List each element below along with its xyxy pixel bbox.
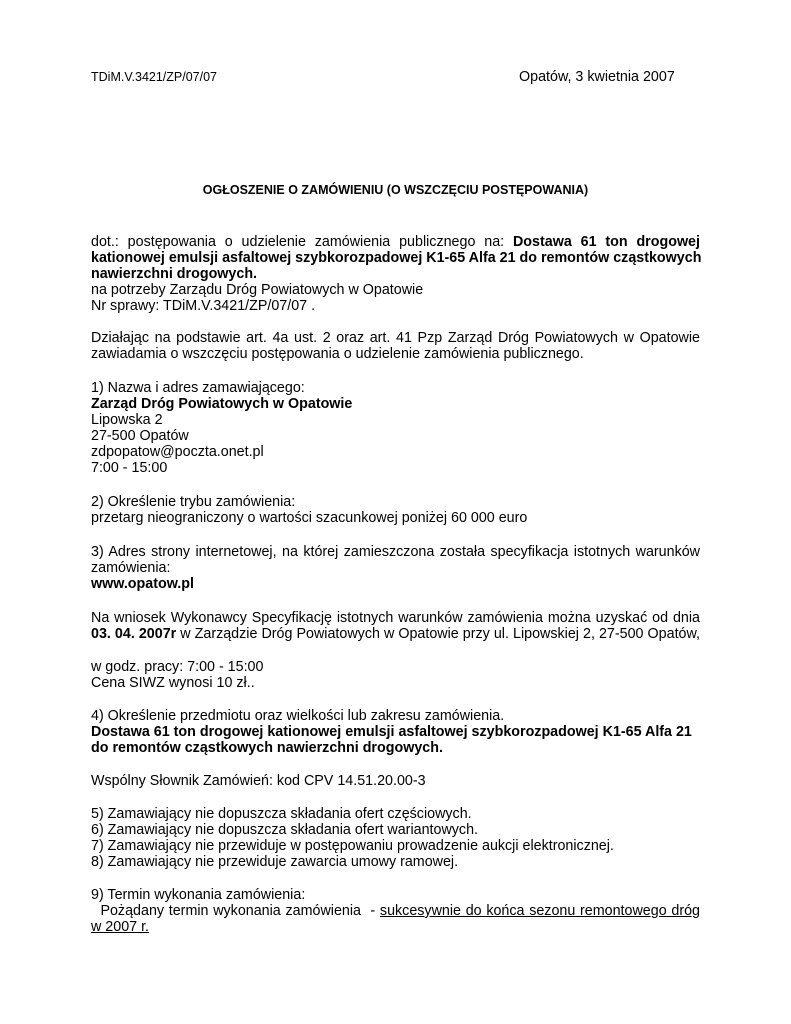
section-4-heading: 4) Określenie przedmiotu oraz wielkości lub zakresu zamówienia. [91, 708, 505, 724]
intro-line-1 [91, 234, 700, 250]
section-1-heading: 1) Nazwa i adres zamawiającego: [91, 380, 305, 396]
intro-line-2: kationowej emulsji asfaltowej szybkorozpadowej K1-65 Alfa 21 do remontów cząstkowych [91, 250, 702, 266]
case-number: Nr sprawy: TDiM.V.3421/ZP/07/07 . [91, 298, 316, 314]
point-7: 7) Zamawiający nie przewiduje w postępowaniu prowadzenie aukcji elektronicznej. [91, 838, 614, 854]
completion-term-value: sukcesywnie do końca sezonu remontowego dróg [379, 903, 700, 919]
siwz-location: w Zarządzie Dróg Powiatowych w Opatowie przy ul. Lipowskiej 2, 27-500 Opatów, [176, 626, 700, 642]
procedure-type: przetarg nieograniczony o wartości szacunkowej poniżej 60 000 euro [91, 510, 528, 526]
address-city: 27-500 Opatów [91, 428, 189, 444]
siwz-date: 03. 04. 2007r [91, 626, 177, 642]
point-6: 6) Zamawiający nie dopuszcza składania ofert wariantowych. [91, 822, 478, 838]
subject-line-2: do remontów cząstkowych nawierzchni drogowych. [91, 740, 443, 756]
siwz-price: Cena SIWZ wynosi 10 zł.. [91, 675, 255, 691]
completion-term-line-1 [91, 903, 700, 919]
section-3-line-1: 3) Adres strony internetowej, na której zamieszczona została specyfikacja istotnych warunków [91, 544, 700, 560]
contracting-authority-name: Zarząd Dróg Powiatowych w Opatowie [91, 396, 353, 412]
office-hours: 7:00 - 15:00 [91, 460, 168, 476]
subject-line-1: Dostawa 61 ton drogowej kationowej emulsji asfaltowej szybkorozpadowej K1-65 Alfa 21 [91, 724, 692, 740]
intro-prefix: dot.: postępowania o udzielenie zamówienia publicznego na: [91, 234, 513, 250]
completion-term-year: w 2007 r. [91, 919, 150, 935]
section-2-heading: 2) Określenie trybu zamówienia: [91, 494, 296, 510]
completion-term-prefix: Pożądany termin wykonania zamówienia - [91, 903, 380, 919]
siwz-line-1: Na wniosek Wykonawcy Specyfikację istotnych warunków zamówienia można uzyskać od dnia [91, 610, 700, 626]
contact-email: zdpopatow@poczta.onet.pl [91, 444, 264, 460]
section-9-heading: 9) Termin wykonania zamówienia: [91, 887, 306, 903]
cpv-code: Wspólny Słownik Zamówień: kod CPV 14.51.20.00-3 [91, 773, 426, 789]
address-street: Lipowska 2 [91, 412, 163, 428]
siwz-line-2 [91, 626, 700, 642]
section-3-line-2: zamówienia: [91, 560, 171, 576]
website-url: www.opatow.pl [91, 576, 194, 592]
reference-number: TDiM.V.3421/ZP/07/07 [91, 70, 217, 84]
completion-term-line-2 [91, 919, 149, 935]
intro-line-3: nawierzchni drogowych. [91, 266, 258, 282]
intro-subject-1: Dostawa 61 ton drogowej [512, 234, 700, 250]
legal-line-2: zawiadamia o wszczęciu postępowania o udzielenie zamówienia publicznego. [91, 346, 584, 362]
place-date: Opatów, 3 kwietnia 2007 [519, 69, 675, 85]
point-5: 5) Zamawiający nie dopuszcza składania ofert częściowych. [91, 806, 472, 822]
document-title: OGŁOSZENIE O ZAMÓWIENIU (O WSZCZĘCIU POSTĘPOWANIA) [202, 183, 589, 197]
siwz-hours: w godz. pracy: 7:00 - 15:00 [91, 659, 264, 675]
intro-line-4: na potrzeby Zarządu Dróg Powiatowych w Opatowie [91, 282, 424, 298]
legal-line-1: Działając na podstawie art. 4a ust. 2 oraz art. 41 Pzp Zarząd Dróg Powiatowych w Opatowie [91, 330, 700, 346]
point-8: 8) Zamawiający nie przewiduje zawarcia umowy ramowej. [91, 854, 459, 870]
